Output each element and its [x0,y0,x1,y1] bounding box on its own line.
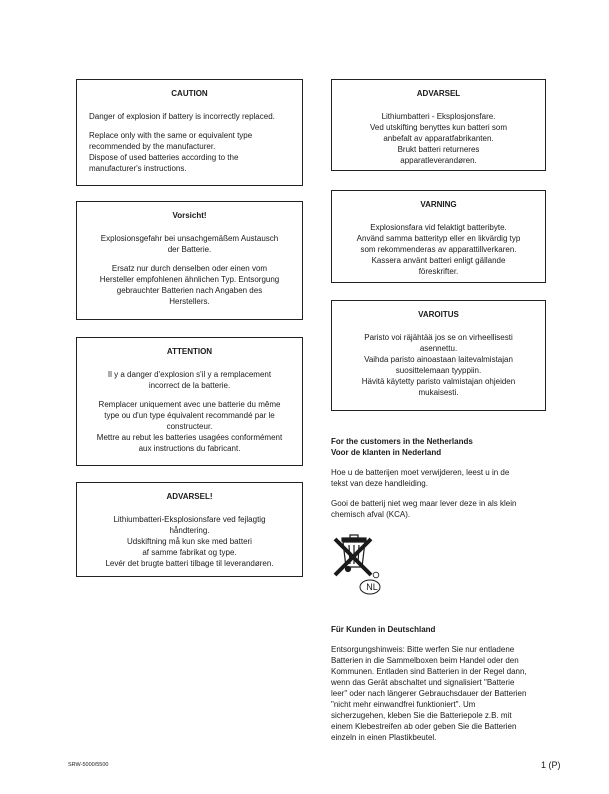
advarsel-da-text: Udskiftning må kun ske med batteri [127,537,252,546]
attention-text: incorrect de la batterie. [148,381,231,390]
vorsicht-text: Ersatz nur durch denselben oder einen vom [111,264,268,273]
netherlands-section [331,436,546,520]
caution-text: Replace only with the same or equivalent type [89,131,253,140]
deutschland-text: Kommunen. Entladen sind Batterien in der Regel dann, [331,667,527,676]
deutschland-text: "nicht mehr einwandfrei funktioniert". Um [331,700,476,709]
advarsel-no-text: Ved utskifting benyttes kun batteri som [370,123,507,132]
netherlands-heading: For the customers in the Netherlands [331,437,473,446]
advarsel-no-text: Lithiumbatteri - Eksplosjonsfare. [381,112,496,121]
varoitus-box [331,300,546,411]
advarsel-no-text: Brukt batteri returneres [397,145,480,154]
varoitus-text: Paristo voi räjähtää jos se on virheellisesti [364,333,513,342]
advarsel-da-text: Levér det brugte batteri tilbage til leverandøren. [105,559,274,568]
attention-title: ATTENTION [166,347,213,356]
varning-title: VARNING [420,200,457,209]
model-number: SRW-5000/5500 [68,762,109,768]
deutschland-heading: Für Kunden in Deutschland [331,625,436,634]
vorsicht-title: Vorsicht! [172,211,207,220]
deutschland-text: einzeln in einen Plastikbeutel. [331,733,437,742]
nl-label: NL [366,582,378,592]
advarsel-no-text: apparatleverandøren. [400,156,477,165]
netherlands-heading: Voor de klanten in Nederland [331,448,442,457]
attention-text: Il y a danger d'explosion s'il y a remplacement [107,370,272,379]
varoitus-text: Vaihda paristo ainoastaan laitevalmistajan [364,355,513,364]
vorsicht-text: Explosionsgefahr bei unsachgemäßem Austausch [100,234,279,243]
varoitus-text: mukaisesti. [418,388,459,397]
deutschland-text: einem Klebestreifen ab oder geben Sie die Batterien [331,722,517,731]
varning-box [331,190,546,283]
attention-box [76,337,303,466]
netherlands-text: Gooi de batterij niet weg maar lever deze in als klein [331,499,517,508]
varoitus-text: suosittelemaan tyyppiin. [395,366,482,375]
advarsel-no-text: anbefalt av apparatfabrikanten. [383,134,494,143]
vorsicht-text: Hersteller empfohlenen ähnlichen Typ. Entsorgung [99,275,280,284]
caution-text: Danger of explosion if battery is incorrectly replaced. [89,112,275,121]
varning-text: föreskrifter. [418,267,459,276]
deutschland-text: Batterien in die Sammelboxen beim Handel oder den [331,656,519,665]
attention-text: Remplacer uniquement avec une batterie du même [98,400,281,409]
netherlands-text: Hoe u de batterijen moet verwijderen, leest u in de [331,468,510,477]
varning-text: Explosionsfara vid felaktigt batteribyte. [370,223,507,232]
deutschland-section [331,624,546,743]
deutschland-text: sicherzugehen, kleben Sie die Batteriepole z.B. mit [331,711,512,720]
netherlands-text: chemisch afval (KCA). [331,510,411,519]
caution-box [76,79,303,186]
attention-text: aux instructions du fabricant. [138,444,241,453]
advarsel-da-title: ADVARSEL! [166,492,213,501]
vorsicht-box [76,201,303,320]
vorsicht-text: Herstellers. [169,297,210,306]
deutschland-text: wenn das Gerät abschaltet und signalisiert "Batterie [331,678,515,687]
caution-text: Dispose of used batteries according to the [89,153,239,162]
deutschland-text: leer" oder nach längerer Gebrauchsdauer der Batterien [331,689,527,698]
caution-text: manufacturer's instructions. [89,164,187,173]
varning-text: Använd samma batterityp eller en likvärdig typ [356,234,521,243]
advarsel-da-box [76,482,303,577]
attention-text: Mettre au rebut les batteries usagées conformément [96,433,283,442]
varoitus-title: VAROITUS [418,310,459,319]
varning-text: Kassera använt batteri enligt gällande [371,256,506,265]
advarsel-da-text: Lithiumbatteri-Eksplosionsfare ved fejlagtig [113,515,266,524]
caution-title: CAUTION [171,89,208,98]
advarsel-da-text: håndtering. [169,526,210,535]
varoitus-text: Hävitä käytetty paristo valmistajan ohjeiden [361,377,516,386]
page-number: 1 (P) [541,760,561,770]
deutschland-text: Entsorgungshinweis: Bitte werfen Sie nur entladene [331,645,515,654]
attention-text: type ou d'un type équivalent recommandé par le [104,411,275,420]
advarsel-no-box [331,79,546,171]
advarsel-da-text: af samme fabrikat og type. [142,548,237,557]
attention-text: constructeur. [166,422,213,431]
vorsicht-text: der Batterie. [167,245,212,254]
advarsel-no-title: ADVARSEL [416,89,461,98]
varning-text: som rekommenderas av apparattillverkaren. [360,245,517,254]
caution-text: recommended by the manufacturer. [89,142,216,151]
varoitus-text: asennettu. [419,344,458,353]
vorsicht-text: gebrauchter Batterien nach Angaben des [116,286,263,295]
netherlands-text: tekst van deze handleiding. [331,479,428,488]
